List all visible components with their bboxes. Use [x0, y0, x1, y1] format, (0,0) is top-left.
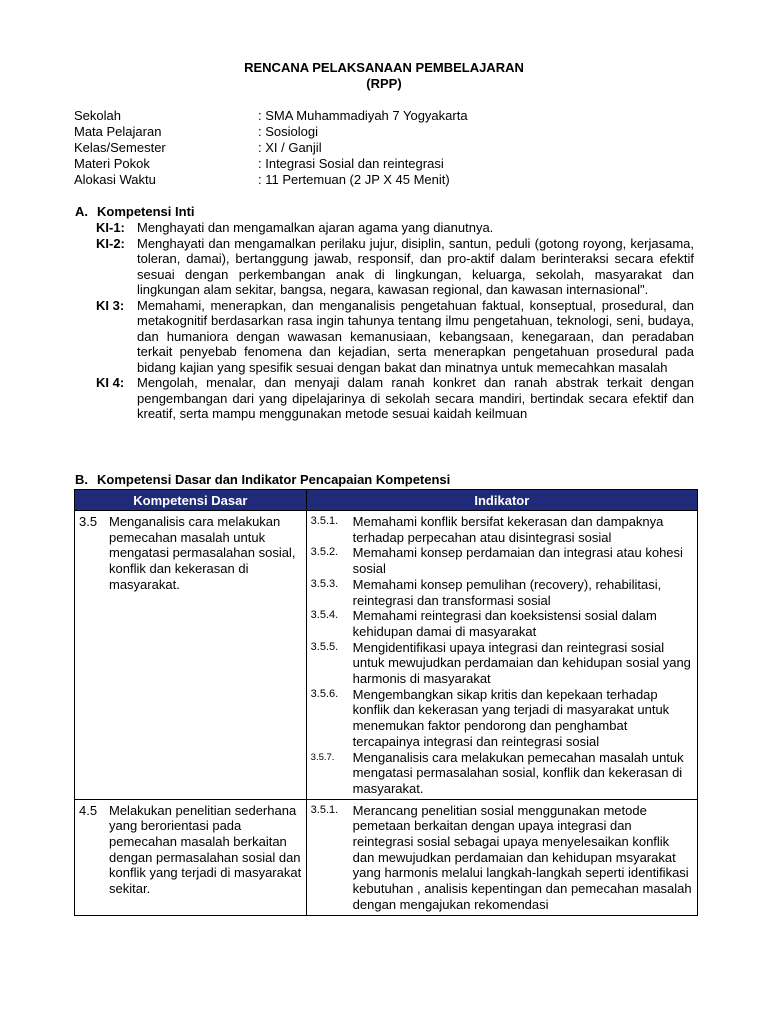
indicator-item	[311, 640, 693, 687]
ki-code: KI-1:	[96, 220, 125, 235]
indicator-cell	[306, 511, 697, 800]
section-letter: A.	[75, 204, 88, 219]
info-value: : XI / Ganjil	[258, 140, 322, 155]
indicator-text: Mengembangkan sikap kritis dan kepekaan terhadap konflik dan kekerasan yang terjadi di masyarakat untuk menemukan faktor pendorong dan penghambat tercapainya integrasi dan reintegrasi sosial	[352, 686, 670, 749]
info-row	[74, 124, 694, 140]
info-value: : 11 Pertemuan (2 JP X 45 Menit)	[258, 172, 450, 187]
identity-block	[74, 108, 694, 188]
info-label: Alokasi Waktu	[74, 172, 156, 187]
ki-item	[96, 236, 694, 298]
ki-item	[96, 220, 694, 236]
indicator-code: 3.5.3.	[310, 577, 339, 590]
kd-text: Melakukan penelitian sederhana yang berorientasi pada pemecahan masalah berkaitan dengan permasalahan sosial dan konflik yang terjadi di masyarakat sekitar.	[109, 802, 302, 897]
ki-item	[96, 375, 694, 422]
ki-code: KI-2:	[96, 235, 125, 251]
indicator-item	[311, 545, 693, 576]
section-b-heading	[75, 472, 450, 488]
info-label: Materi Pokok	[74, 156, 150, 171]
indicator-code: 3.5.2.	[310, 546, 339, 559]
indicator-text: Memahami konflik bersifat kekerasan dan dampaknya terhadap perpecahan atau disintegrasi sosial	[352, 514, 664, 545]
kd-cell	[75, 799, 307, 915]
indicator-code: 3.5.5.	[310, 640, 339, 653]
section-a-heading	[75, 204, 195, 220]
info-value: : Sosiologi	[258, 124, 318, 139]
title-main: RENCANA PELAKSANAAN PEMBELAJARAN	[244, 60, 524, 75]
indicator-cell	[306, 799, 697, 915]
info-row	[74, 172, 694, 188]
indicator-text: Memahami konsep pemulihan (recovery), rehabilitasi, reintegrasi dan transformasi sosial	[352, 576, 662, 608]
kd-indicator-table	[74, 489, 698, 916]
ki-text: Menghayati dan mengamalkan perilaku jujur, disiplin, santun, peduli (gotong royong, kerjasama, toleran, damai), bertanggung jawab, responsif, dan pro-aktif dalam berinteraksi secara efektif sesuai dengan perkembangan anak di lingkungan, keluarga, sekolah, masyarakat dan lingkungan alam sekitar, bangsa, negara, kawasan regional, dan kawasan internasional".	[137, 235, 694, 297]
kd-text: Menganalisis cara melakukan pemecahan masalah untuk mengatasi permasalahan sosial, konflik dan kekerasan di masyarakat.	[109, 514, 296, 592]
kompetensi-inti-list	[96, 220, 694, 422]
info-label: Sekolah	[74, 108, 121, 123]
info-label: Kelas/Semester	[74, 140, 166, 155]
ki-item	[96, 298, 694, 376]
ki-code: KI 3:	[96, 297, 125, 313]
indicator-code: 3.5.6.	[310, 687, 339, 700]
indicator-text: Merancang penelitian sosial menggunakan metode pemetaan berkaitan dengan upaya integrasi dan reintegrasi sosial sebagai upaya menyelesaikan konflik dan mewujudkan perdamaian dan kehidupan msyarakat yang harmonis melalui langkah-langkah seperti identifikasi kebutuhan , analisis kepentingan dan pemecahan masalah dengan mengajukan rekomendasi	[352, 802, 692, 912]
info-label: Mata Pelajaran	[74, 124, 162, 139]
table-header-row	[75, 490, 698, 511]
section-letter: B.	[75, 472, 88, 487]
indicator-code: 3.5.7.	[310, 751, 335, 763]
section-title: Kompetensi Dasar dan Indikator Pencapaian Kompetensi	[97, 472, 451, 487]
indicator-text: Mengidentifikasi upaya integrasi dan reintegrasi sosial untuk mewujudkan perdamaian dan kehidupan sosial yang harmonis di masyarakat	[352, 639, 691, 687]
indicator-item	[311, 514, 693, 545]
col-header-kompetensi-dasar: Kompetensi Dasar	[75, 490, 307, 511]
col-header-indikator: Indikator	[306, 490, 697, 511]
ki-text: Mengolah, menalar, dan menyaji dalam ranah konkret dan ranah abstrak terkait dengan pengembangan dari yang dipelajarinya di sekolah secara mandiri, bertindak secara efektif dan kreatif, serta mampu menggunakan metode sesuai kaidah keilmuan	[137, 375, 694, 421]
table-row	[75, 511, 698, 800]
indicator-item	[311, 608, 693, 639]
info-row	[74, 108, 694, 124]
info-value: : SMA Muhammadiyah 7 Yogyakarta	[258, 108, 468, 123]
info-row	[74, 156, 694, 172]
indicator-item	[311, 803, 693, 913]
table-row	[75, 799, 698, 915]
indicator-text: Memahami konsep perdamaian dan integrasi atau kohesi sosial	[352, 545, 683, 577]
ki-text: Menghayati dan mengamalkan ajaran agama yang dianutnya.	[137, 220, 494, 235]
kd-code: 4.5	[79, 802, 98, 818]
ki-code: KI 4:	[96, 375, 125, 390]
indicator-code: 3.5.1.	[310, 515, 339, 527]
indicator-text: Memahami reintegrasi dan koeksistensi sosial dalam kehidupan damai di masyarakat	[352, 608, 657, 639]
indicator-item	[311, 687, 693, 750]
indicator-item	[311, 750, 693, 797]
section-title: Kompetensi Inti	[97, 204, 195, 219]
indicator-text: Menganalisis cara melakukan pemecahan masalah untuk mengatasi permasalahan sosial, konflik dan kekerasan di masyarakat.	[352, 749, 684, 796]
indicator-code: 3.5.4.	[310, 609, 339, 622]
title-sub: (RPP)	[366, 76, 402, 91]
ki-text: Memahami, menerapkan, dan menganalisis pengetahuan faktual, konseptual, prosedural, dan metakognitif berdasarkan rasa ingin tahunya tentang ilmu pengetahuan, teknologi, seni, budaya, dan humaniora dengan wawasan kemanusiaan, kebangsaan, kenegaraan, dan peradaban terkait penyebab fenomena dan kejadian, serta menerapkan pengetahuan prosedural pada bidang kajian yang spesifik sesuai dengan bakat dan minatnya untuk memecahkan masalah	[137, 297, 694, 375]
info-row	[74, 140, 694, 156]
indicator-code: 3.5.1.	[310, 803, 339, 816]
indicator-item	[311, 577, 693, 608]
document-title	[0, 60, 768, 92]
info-value: : Integrasi Sosial dan reintegrasi	[258, 156, 444, 171]
kd-cell	[75, 511, 307, 800]
kd-code: 3.5	[79, 514, 98, 529]
